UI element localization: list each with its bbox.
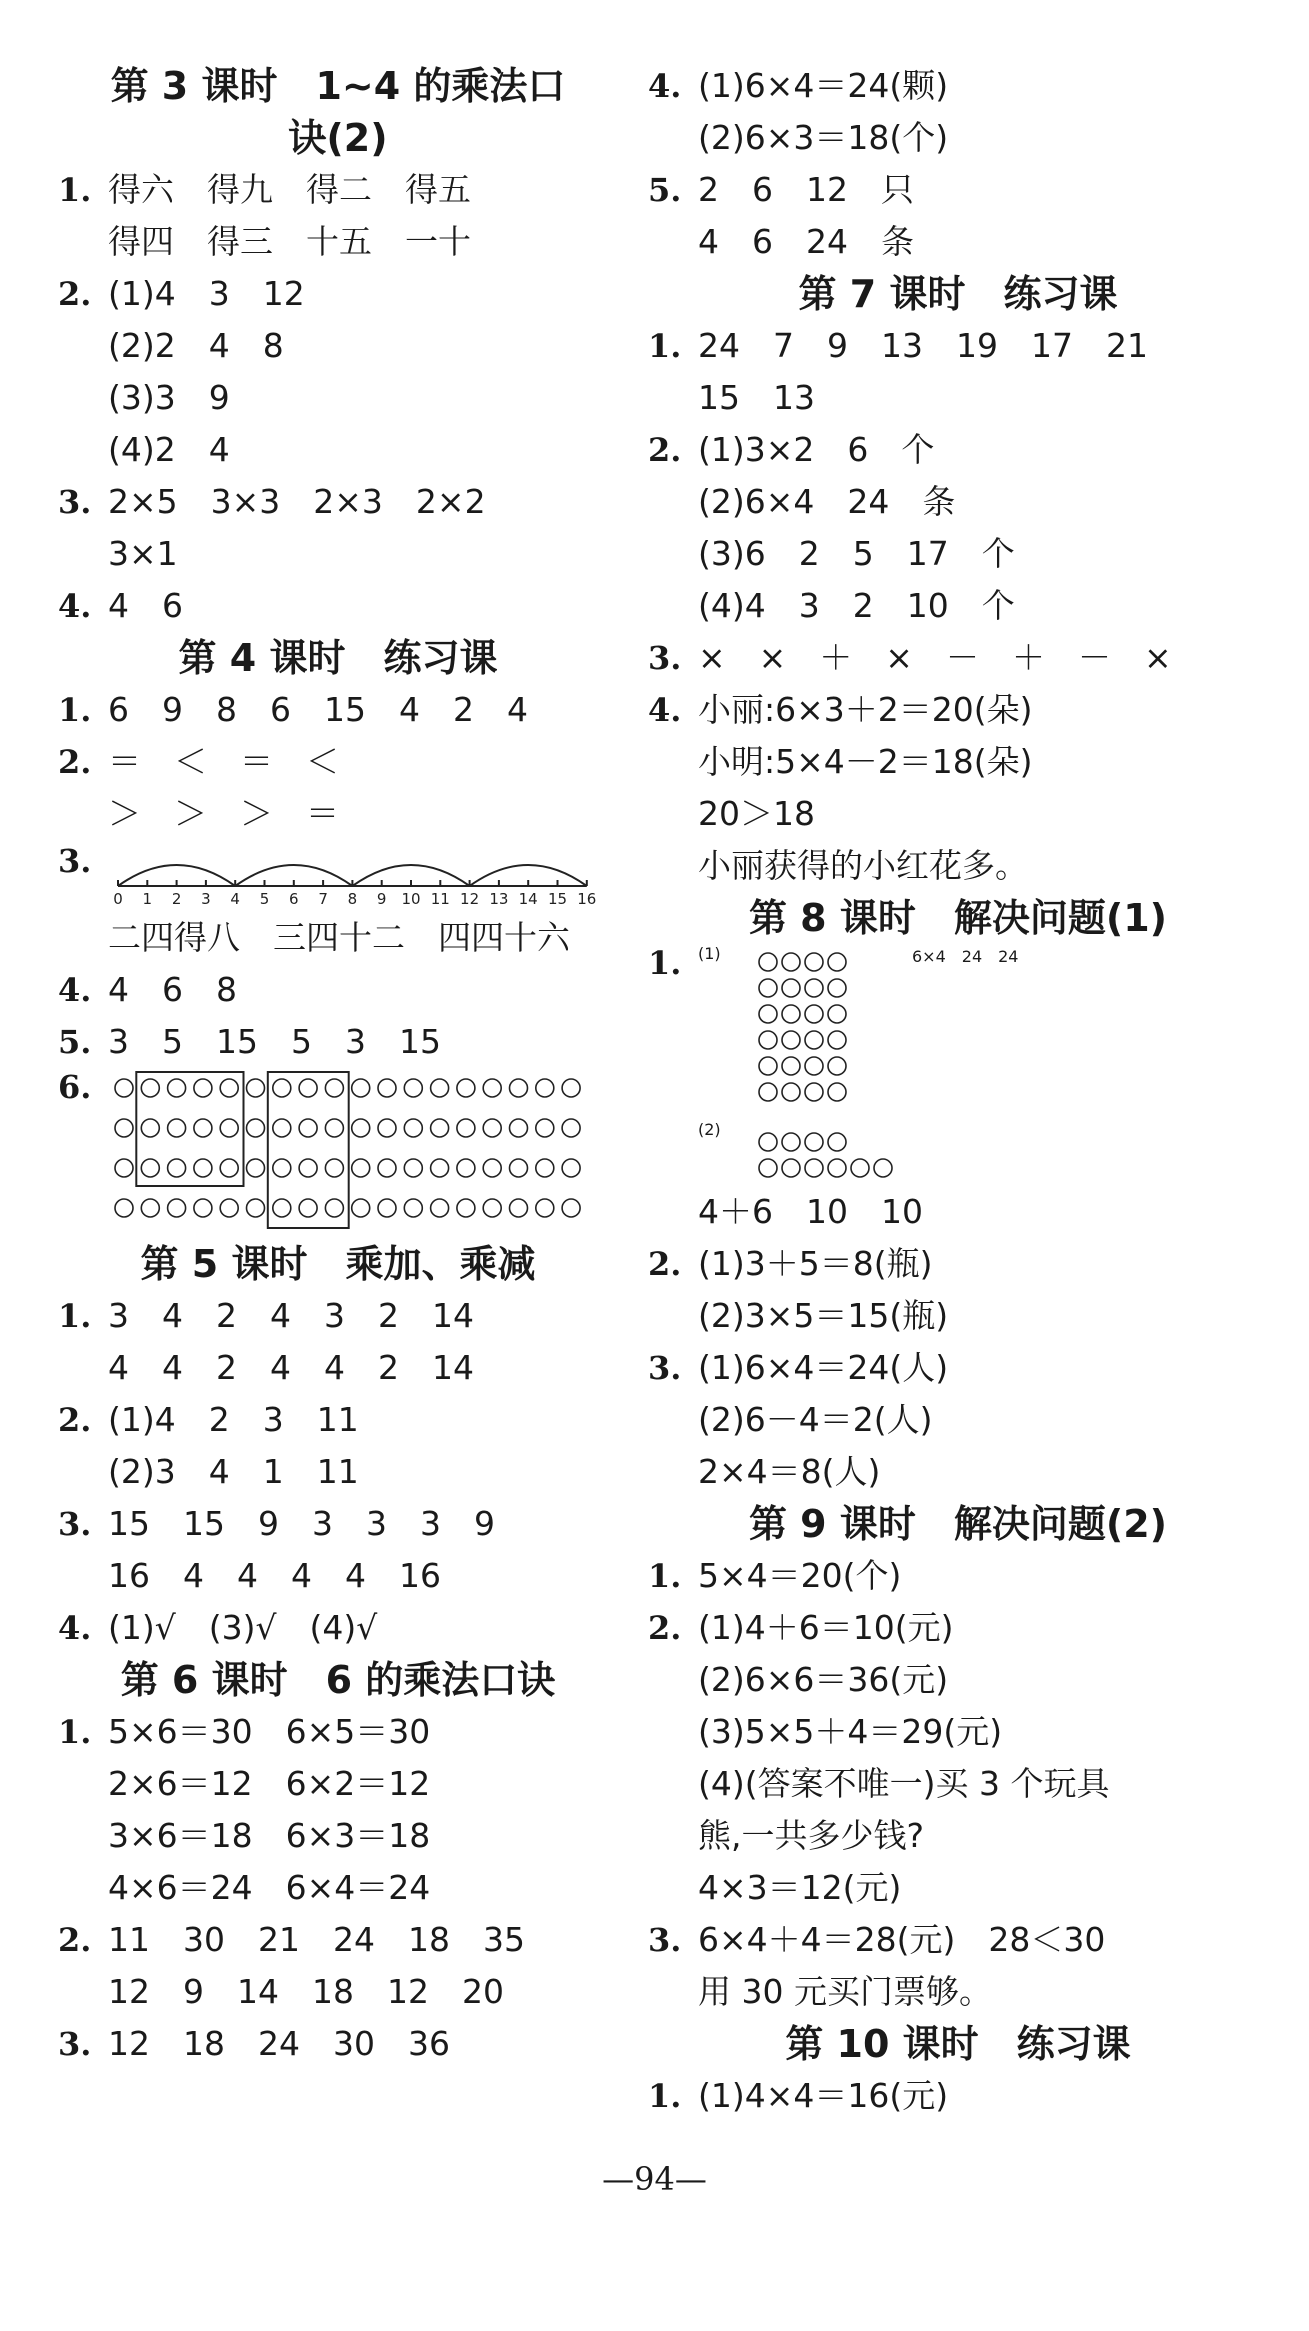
section-title: 第 4 课时 练习课: [178, 636, 498, 680]
circle: [805, 1159, 823, 1177]
question-number: 6.: [58, 1068, 92, 1106]
answer-text: 4 6 24 条: [698, 222, 914, 261]
answer-line: [648, 788, 1268, 840]
circle: [510, 1119, 528, 1137]
answer-line: [58, 736, 618, 788]
answer-line: [58, 216, 618, 268]
answer-line: [58, 912, 618, 964]
answer-text: (1)4 2 3 11: [108, 1400, 359, 1439]
answer-line: [58, 1914, 618, 1966]
circle: [168, 1079, 186, 1097]
answer-line: [58, 788, 618, 840]
circle: [431, 1079, 449, 1097]
section-title: 第 8 课时 解决问题(1): [748, 896, 1168, 940]
answer-line: [58, 1342, 618, 1394]
circle: [805, 1057, 823, 1075]
answer-line: [648, 528, 1268, 580]
circle-grid: [108, 1070, 628, 1238]
question-number: 3.: [58, 842, 92, 880]
answer-text: 4×3＝12(元): [698, 1868, 902, 1907]
answer-line: [648, 840, 1268, 892]
answer-text: 小丽获得的小红花多。: [698, 846, 1028, 885]
question-number: 5.: [648, 171, 682, 209]
circle: [457, 1079, 475, 1097]
answer-text: (2)6×4 24 条: [698, 482, 956, 521]
answer-line: [648, 1186, 1268, 1238]
tick-label: 4: [230, 890, 240, 908]
tick-label: 15: [547, 890, 568, 908]
tick-label: 10: [401, 890, 421, 908]
answer-line: [58, 1706, 618, 1758]
answer-text: ＞ ＞ ＞ ＝: [108, 794, 339, 833]
answer-line: [648, 1914, 1268, 1966]
circle: [325, 1079, 343, 1097]
tick-label: 12: [460, 890, 480, 908]
answer-line: [648, 320, 1268, 372]
circle: [828, 1031, 846, 1049]
answer-line: [648, 164, 1268, 216]
answer-line: [648, 1810, 1268, 1862]
answer-line: [648, 372, 1268, 424]
circle: [536, 1199, 554, 1217]
circle: [805, 1133, 823, 1151]
circle: [536, 1159, 554, 1177]
circle: [759, 1057, 777, 1075]
circle: [325, 1159, 343, 1177]
circle: [299, 1119, 317, 1137]
circle: [805, 953, 823, 971]
question-number: 3.: [58, 483, 92, 521]
answer-text: 得四 得三 十五 一十: [108, 222, 471, 261]
circle: [141, 1079, 159, 1097]
answer-text: 6×4＋4＝28(元) 28＜30: [698, 1920, 1106, 1959]
answer-line: [58, 1758, 618, 1810]
circle: [194, 1199, 212, 1217]
circle: [536, 1119, 554, 1137]
answer-line: [58, 964, 618, 1016]
circle: [828, 1159, 846, 1177]
circle: [194, 1159, 212, 1177]
circle: [299, 1199, 317, 1217]
circle: [457, 1199, 475, 1217]
question-number: 1.: [648, 1557, 682, 1595]
tick-label: 16: [577, 890, 597, 908]
answer-line: [648, 1550, 1268, 1602]
answer-text: (1)4 3 12: [108, 274, 305, 313]
answer-text: (1)4×4＝16(元): [698, 2076, 949, 2115]
circle: [782, 979, 800, 997]
answer-line: [58, 1394, 618, 1446]
circle: [851, 1159, 869, 1177]
answer-text: 2×4＝8(人): [698, 1452, 881, 1491]
circle: [431, 1119, 449, 1137]
answer-line: [58, 1862, 618, 1914]
answer-text: 5×4＝20(个): [698, 1556, 902, 1595]
section-title: 第 6 课时 6 的乘法口诀: [120, 1658, 556, 1702]
answer-line: [648, 736, 1268, 788]
circle: [115, 1199, 133, 1217]
answer-line: [58, 372, 618, 424]
answer-text: 4×6＝24 6×4＝24: [108, 1868, 431, 1907]
circle: [247, 1159, 265, 1177]
circle: [141, 1159, 159, 1177]
answer-text: 二四得八 三四十二 四四十六: [108, 918, 570, 957]
circle: [247, 1199, 265, 1217]
answer-line: [648, 424, 1268, 476]
circle: [759, 1133, 777, 1151]
answer-line: [648, 216, 1268, 268]
answer-line: [58, 1810, 618, 1862]
circle: [782, 1057, 800, 1075]
question-number: 4.: [648, 691, 682, 729]
answer-line: [58, 1550, 618, 1602]
circle: [141, 1119, 159, 1137]
circle: [874, 1159, 892, 1177]
tick-label: 6: [289, 890, 299, 908]
answer-text: (2)2 4 8: [108, 326, 284, 365]
answer-text: (1)√ (3)√ (4)√: [108, 1608, 378, 1647]
circle: [562, 1159, 580, 1177]
circle: [782, 1031, 800, 1049]
tick-label: 13: [489, 890, 509, 908]
circle: [325, 1199, 343, 1217]
answer-line: [648, 684, 1268, 736]
question-number: 3.: [648, 1349, 682, 1387]
circle: [299, 1079, 317, 1097]
question-number: 1.: [648, 2077, 682, 2115]
circle: [141, 1199, 159, 1217]
answer-text: (2)3×5＝15(瓶): [698, 1296, 949, 1335]
tick-label: 1: [142, 890, 153, 908]
circle: [352, 1079, 370, 1097]
answer-text: 2×6＝12 6×2＝12: [108, 1764, 431, 1803]
question-number: 2.: [58, 1921, 92, 1959]
section-title: 第 3 课时 1~4 的乘法口: [110, 64, 566, 108]
circle: [115, 1079, 133, 1097]
group-box: [268, 1072, 349, 1228]
answer-line: [58, 2018, 618, 2070]
answer-line: [58, 476, 618, 528]
answer-text: 5×6＝30 6×5＝30: [108, 1712, 431, 1751]
answer-line: [648, 1394, 1268, 1446]
answer-text: 12 18 24 30 36: [108, 2024, 450, 2063]
answer-text: 3×1: [108, 534, 178, 573]
circle: [220, 1159, 238, 1177]
answer-line: [648, 1706, 1268, 1758]
tick-label: 7: [318, 890, 328, 908]
answer-text: 用 30 元买门票够。: [698, 1972, 992, 2011]
question-number: 1.: [58, 171, 92, 209]
circle: [828, 979, 846, 997]
circle: [273, 1079, 291, 1097]
answer-text: (1)3×2 6 个: [698, 430, 935, 469]
sub-label: (1): [698, 944, 721, 963]
answer-text: (1)6×4＝24(人): [698, 1348, 949, 1387]
circle: [562, 1199, 580, 1217]
circle: [483, 1199, 501, 1217]
answer-line: [58, 528, 618, 580]
circle: [220, 1079, 238, 1097]
answer-line: [648, 1290, 1268, 1342]
tick-label: 11: [430, 890, 450, 908]
circle: [220, 1199, 238, 1217]
answer-text: 3 5 15 5 3 15: [108, 1022, 441, 1061]
answer-text: ＝ ＜ ＝ ＜: [108, 742, 339, 781]
circle: [759, 1159, 777, 1177]
answer-line: [58, 164, 618, 216]
answer-text: (4)(答案不唯一)买 3 个玩具: [698, 1764, 1110, 1803]
answer-text: (3)3 9: [108, 378, 230, 417]
circle: [828, 953, 846, 971]
answer-line: [648, 2070, 1268, 2122]
number-line-item: [58, 842, 618, 908]
tick-label: 8: [347, 890, 358, 908]
answer-text: 12 9 14 18 12 20: [108, 1972, 504, 2011]
answer-line: [58, 1290, 618, 1342]
answer-line: [648, 1758, 1268, 1810]
circle: [562, 1119, 580, 1137]
circle: [828, 1083, 846, 1101]
answer-line: [648, 1238, 1268, 1290]
tick-label: 14: [518, 890, 538, 908]
dot-array-item: [648, 944, 1268, 1120]
tick-label: 0: [113, 890, 123, 908]
answer-line: [648, 60, 1268, 112]
circle: [828, 1057, 846, 1075]
answer-line: [648, 1966, 1268, 2018]
answer-text: 小丽:6×3＋2＝20(朵): [698, 690, 1033, 729]
answer-text: (2)6×6＝36(元): [698, 1660, 949, 1699]
tick-label: 2: [171, 890, 182, 908]
circle: [805, 1083, 823, 1101]
circle: [273, 1159, 291, 1177]
question-number: 4.: [58, 1609, 92, 1647]
circle: [536, 1079, 554, 1097]
circle: [378, 1079, 396, 1097]
circle: [759, 979, 777, 997]
answer-line: [648, 1446, 1268, 1498]
answer-text: (1)6×4＝24(颗): [698, 66, 949, 105]
question-number: 2.: [58, 1401, 92, 1439]
question-number: 4.: [58, 971, 92, 1009]
answer-text: 3 4 2 4 3 2 14: [108, 1296, 474, 1335]
dot-array: [756, 948, 896, 1124]
circle: [562, 1079, 580, 1097]
answer-text: (2)3 4 1 11: [108, 1452, 359, 1491]
answer-line: [648, 1862, 1268, 1914]
circle: [273, 1199, 291, 1217]
circle: [457, 1119, 475, 1137]
circle: [352, 1119, 370, 1137]
circle: [759, 1031, 777, 1049]
circle: [782, 1159, 800, 1177]
answer-text: 20＞18: [698, 794, 815, 833]
dot-array: [756, 1126, 956, 1192]
circle: [483, 1159, 501, 1177]
answer-line: [648, 112, 1268, 164]
tick-label: 5: [259, 890, 270, 908]
circle: [352, 1199, 370, 1217]
answer-text: 3×6＝18 6×3＝18: [108, 1816, 431, 1855]
answer-line: [58, 1498, 618, 1550]
answer-line: [58, 1966, 618, 2018]
circle: [782, 953, 800, 971]
answer-text: 4 6: [108, 586, 183, 625]
question-number: 1.: [58, 1297, 92, 1335]
circle: [404, 1199, 422, 1217]
circle: [220, 1119, 238, 1137]
answer-line: [648, 1654, 1268, 1706]
answer-text: 4＋6 10 10: [698, 1192, 923, 1231]
answer-text: 小明:5×4－2＝18(朵): [698, 742, 1033, 781]
tick-label: 9: [376, 890, 387, 908]
circle: [247, 1079, 265, 1097]
tick-label: 3: [201, 890, 211, 908]
circle: [325, 1119, 343, 1137]
answer-line: [58, 320, 618, 372]
circle: [404, 1079, 422, 1097]
circle: [805, 1005, 823, 1023]
circle: [404, 1119, 422, 1137]
circle: [168, 1119, 186, 1137]
answer-line: [648, 476, 1268, 528]
circle: [782, 1133, 800, 1151]
circle: [457, 1159, 475, 1177]
circle: [115, 1159, 133, 1177]
question-number: 3.: [648, 1921, 682, 1959]
answer-text: 4 4 2 4 4 2 14: [108, 1348, 474, 1387]
question-number: 2.: [648, 1245, 682, 1283]
answer-text: (3)6 2 5 17 个: [698, 534, 1015, 573]
circle: [759, 1005, 777, 1023]
circle: [404, 1159, 422, 1177]
group-box: [136, 1072, 243, 1186]
answer-line: [58, 684, 618, 736]
circle: [168, 1199, 186, 1217]
answer-line: [58, 1602, 618, 1654]
circle: [510, 1199, 528, 1217]
answer-line: [648, 1602, 1268, 1654]
answer-text: (2)6－4＝2(人): [698, 1400, 933, 1439]
left-column: [58, 60, 618, 2070]
answer-text: 16 4 4 4 4 16: [108, 1556, 441, 1595]
circle: [805, 1031, 823, 1049]
section-title: 第 7 课时 练习课: [798, 272, 1118, 316]
question-number: 3.: [58, 1505, 92, 1543]
circle: [510, 1159, 528, 1177]
section-title: 诀(2): [288, 116, 388, 160]
circle: [299, 1159, 317, 1177]
right-column: [648, 60, 1268, 2122]
circle: [828, 1133, 846, 1151]
answer-text: 11 30 21 24 18 35: [108, 1920, 525, 1959]
circle: [273, 1119, 291, 1137]
answer-text: (2)6×3＝18(个): [698, 118, 949, 157]
dot-array-item: [648, 1120, 1268, 1186]
circle: [247, 1119, 265, 1137]
answer-text: (3)5×5＋4＝29(元): [698, 1712, 1003, 1751]
sub-label: (2): [698, 1120, 721, 1139]
circle: [805, 979, 823, 997]
answer-text: 6 9 8 6 15 4 2 4: [108, 690, 528, 729]
circle: [483, 1119, 501, 1137]
answer-text: 熊,一共多少钱?: [698, 1816, 925, 1855]
question-number: 2.: [58, 275, 92, 313]
answer-text: 15 13: [698, 378, 815, 417]
circle: [759, 1083, 777, 1101]
circle: [378, 1159, 396, 1177]
question-number: 1.: [648, 327, 682, 365]
circle-grid-item: [58, 1070, 618, 1238]
question-number: 3.: [58, 2025, 92, 2063]
circle: [431, 1159, 449, 1177]
number-line: [108, 846, 628, 908]
answer-text: 得六 得九 得二 得五: [108, 170, 471, 209]
circle: [782, 1083, 800, 1101]
answer-line: [58, 424, 618, 476]
answer-line: [58, 1016, 618, 1068]
section-title: 第 10 课时 练习课: [785, 2022, 1131, 2066]
circle: [828, 1005, 846, 1023]
answer-text: 15 15 9 3 3 3 9: [108, 1504, 495, 1543]
answer-line: [648, 1342, 1268, 1394]
circle: [352, 1159, 370, 1177]
answer-line: [58, 1446, 618, 1498]
question-number: 2.: [648, 431, 682, 469]
circle: [168, 1159, 186, 1177]
question-number: 4.: [648, 67, 682, 105]
circle: [378, 1119, 396, 1137]
circle: [378, 1199, 396, 1217]
circle: [194, 1079, 212, 1097]
question-number: 1.: [648, 944, 682, 982]
answer-text: 2×5 3×3 2×3 2×2: [108, 482, 486, 521]
question-number: 2.: [58, 743, 92, 781]
answer-line: [58, 268, 618, 320]
answer-text: (4)4 3 2 10 个: [698, 586, 1015, 625]
answer-text: 6×4 24 24: [912, 947, 1019, 966]
question-number: 2.: [648, 1609, 682, 1647]
answer-text: 4 6 8: [108, 970, 237, 1009]
question-number: 1.: [58, 1713, 92, 1751]
page-number: —94—: [602, 2160, 707, 2198]
answer-text: 2 6 12 只: [698, 170, 914, 209]
circle: [115, 1119, 133, 1137]
circle: [483, 1079, 501, 1097]
answer-text: × × ＋ × － ＋ － ×: [698, 638, 1172, 677]
answer-line: [648, 632, 1268, 684]
circle: [431, 1199, 449, 1217]
answer-text: 24 7 9 13 19 17 21: [698, 326, 1148, 365]
answer-text: (1)3＋5＝8(瓶): [698, 1244, 933, 1283]
section-title: 第 5 课时 乘加、乘减: [140, 1242, 536, 1286]
circle: [782, 1005, 800, 1023]
section-title: 第 9 课时 解决问题(2): [748, 1502, 1168, 1546]
question-number: 5.: [58, 1023, 92, 1061]
answer-line: [648, 580, 1268, 632]
question-number: 4.: [58, 587, 92, 625]
circle: [759, 953, 777, 971]
question-number: 3.: [648, 639, 682, 677]
circle: [194, 1119, 212, 1137]
answer-text: (4)2 4: [108, 430, 230, 469]
question-number: 1.: [58, 691, 92, 729]
answer-line: [58, 580, 618, 632]
circle: [510, 1079, 528, 1097]
answer-text: (1)4＋6＝10(元): [698, 1608, 954, 1647]
